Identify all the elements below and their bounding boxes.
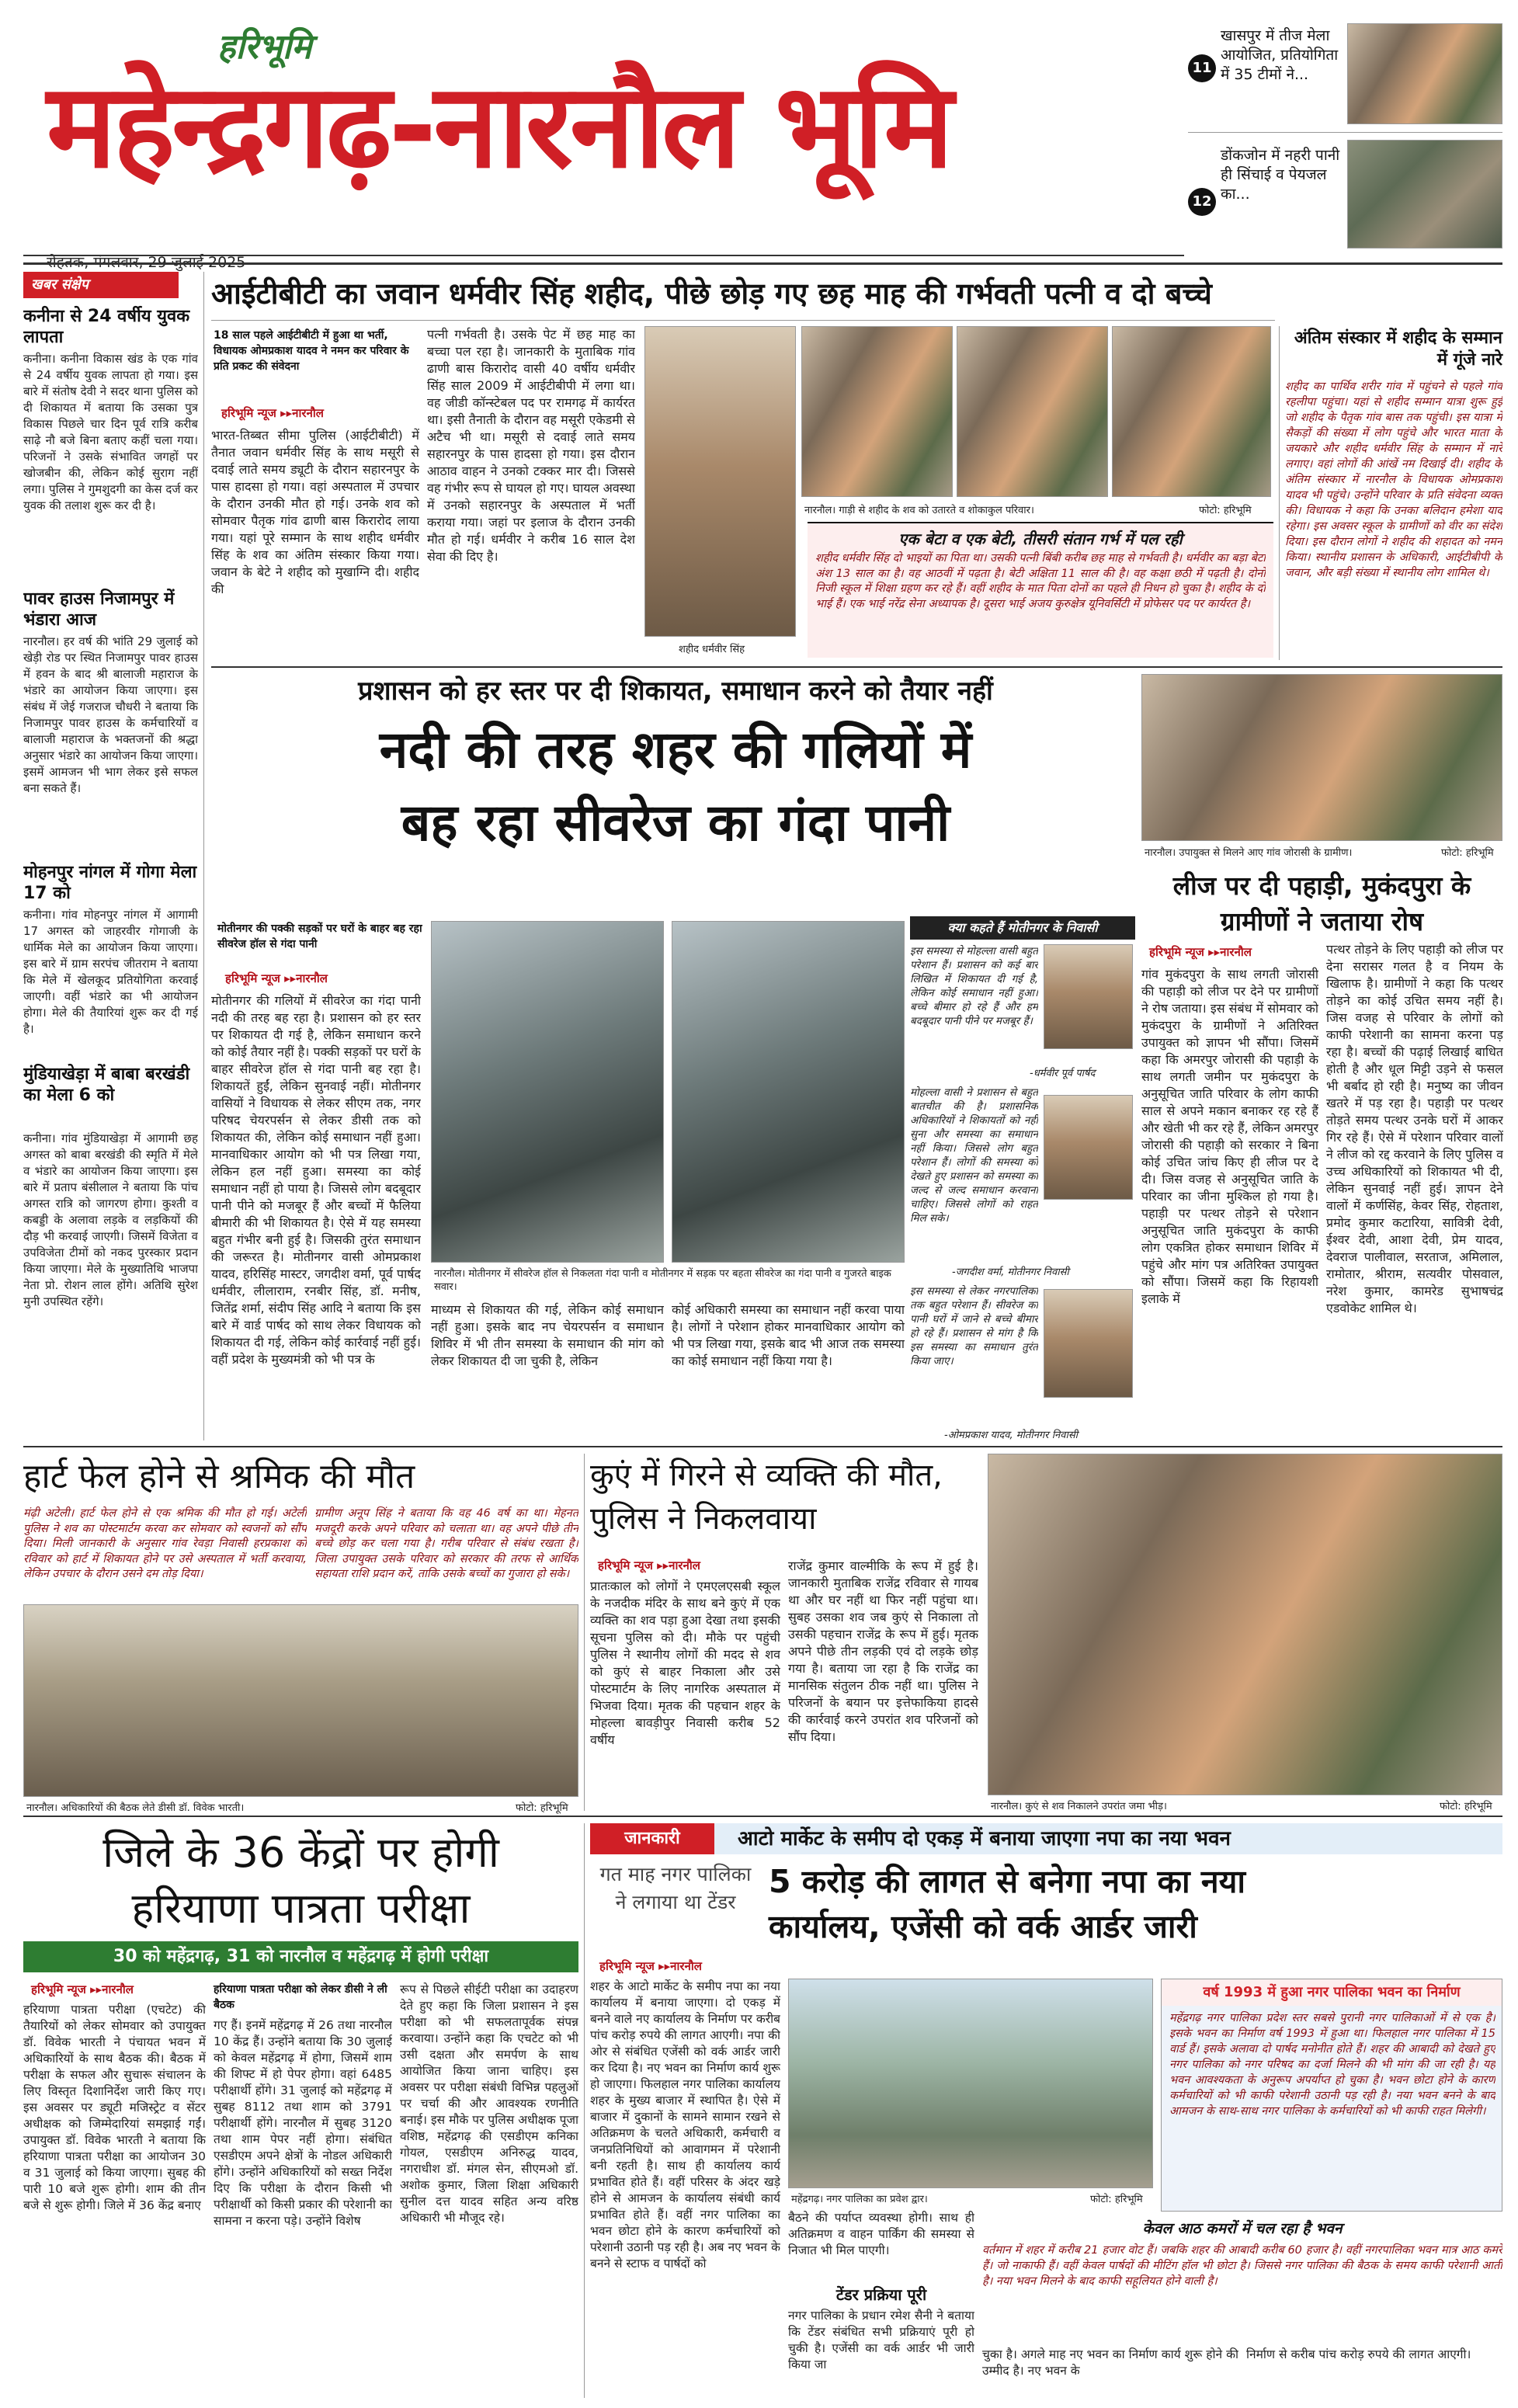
lead-subbox <box>808 522 1273 658</box>
heart-headline: हार्ट फेल होने से श्रमिक की मौत <box>23 1457 415 1496</box>
teaser-box <box>1188 23 1502 252</box>
residents-label: क्या कहते हैं मोतीनगर के निवासी <box>910 916 1135 940</box>
office-box <box>1161 1979 1502 2212</box>
lead-headline: आईटीबीटी का जवान धर्मवीर सिंह शहीद, पीछे छोड़ गए छह माह की गर्भवती पत्नी व दो बच्चे <box>211 276 1212 311</box>
sewage-col2: माध्यम से शिकायत की गई, लेकिन कोई समाधान नहीं हुआ। इसके बाद नप चेयरपर्सन व समाधान शिविर में भी तीन समस्या के समाधान की मांग को लेकर शिकायत दी जा चुकी है, लेकिन <box>431 1302 664 1368</box>
masthead <box>23 22 1188 270</box>
office-topbar <box>590 1823 1502 1854</box>
lead-right-text: शहीद का पार्थिव शरीर गांव में पहुंचने से पहले गांव रहलीपा पहुंचा। यहां से शहीद सम्मान यात्रा शुरू हुई जो शहीद के पैतृक गांव बास तक पहुंची। इस यात्रा में सैकड़ों की संख्या में लोग पहुंचे और भारत माता के जयकारे और शहीद धर्मवीर सिंह के सम्मान में नारे लगाए। वहां लोगों की आंखें नम दिखाई दी। शहीद के अंतिम संस्कार में नारनौल के विधायक ओमप्रकाश यादव भी पहुंचे। उन्होंने परिवार के प्रति संवेदना व्यक्त की। विधायक ने कहा कि उनका बलिदान हमेशा याद रहेगा। इस अवसर स्कूल के ग्रामीणों को वीर का संदेश दिया। इस दौरान लोगों ने शहीद की शहादत को नमन किया। स्थानीय प्रशासन के अधिकारी, आईटीबीपी के जवान, और बड़ी संख्या में स्थानीय लोग शामिल थे। <box>1285 380 1502 579</box>
lease-byline: हरिभूमि न्यूज ▸▸नारनौल <box>1149 945 1252 959</box>
well-headline: कुएं में गिरने से व्यक्ति की मौत, पुलिस ने निकलवाया <box>590 1458 943 1537</box>
lease-photo-caption: नारनौल। उपायुक्त से मिलने आए गांव जोरासी के ग्रामीण। <box>1141 843 1355 860</box>
lease-photo <box>1141 674 1502 841</box>
lead-photo-1 <box>801 326 953 497</box>
residents-box <box>910 916 1135 1444</box>
resident-quote-3: इस समस्या से लेकर नगरपालिका तक बहुत परेशान हैं। सीवरेज का पानी घरों में जाने से बच्चे बीमार हो रहे हैं। प्रशासन से मांग है कि इस समस्या का समाधान तुरंत किया जाए। <box>910 1285 1038 1367</box>
masthead-title: महेन्द्रगढ़-नारनौल भूमि <box>47 59 950 194</box>
sewage-headline-1: नदी की तरह शहर की गलियों में <box>379 720 972 780</box>
lead-sub-headline: एक बेटा व एक बेटी, तीसरी संतान गर्भ में पल रही <box>898 530 1183 548</box>
office-box2-text: वर्तमान में शहर में करीब 21 हजार वोट हैं। जबकि शहर की आबादी करीब 60 हजार है। वहीं नगरपालिका भवन मात्र आठ कमरे हैं। जो नाकाफी हैं। वहीं केवल पार्षदों की मीटिंग हॉल भी छोटा है। जिससे नगर पालिका की बैठक के समय काफी परेशानी आती है। नया भवन मिलने के बाद काफी सहूलियत होने वाली है। <box>982 2244 1502 2288</box>
office-label: जानकारी <box>590 1823 714 1854</box>
exam-headline-2: हरियाणा पात्रता परीक्षा <box>131 1884 471 1933</box>
office-col2: बैठने की पर्याप्त व्यवस्था होगी। साथ ही अतिक्रमण व वाहन पार्किंग की समस्या से निजात भी मिल पाएगी। <box>788 2211 974 2257</box>
office-headline-2: कार्यालय, एजेंसी को वर्क आर्डर जारी <box>769 1908 1197 1945</box>
office-box2 <box>982 2218 1502 2342</box>
brief-text-2: नारनौल। हर वर्ष की भांति 29 जुलाई को खेड़ी रोड पर स्थित निजामपुर पावर हाउस में हवन के बाद श्री बालाजी महाराज के भंडारे का आयोजन किया जाएगा। इस संबंध में जेई गजराज चौधरी ने बताया कि निजामपुर पावर हाउस के कर्मचारियों व बालाजी महाराज के भक्तजनों की श्रद्धा अनुसार भंडारे का आयोजन किया जाएगा। इसमें आमजन भी भाग लेकर इसे सफल बना सकते हैं। <box>23 634 198 795</box>
lead-photo-soldier-caption: शहीद धर्मवीर सिंह <box>676 640 748 657</box>
brief-headline-1: कनीना से 24 वर्षीय युवक लापता <box>23 307 190 347</box>
office-headline-1: 5 करोड़ की लागत से बनेगा नपा का नया <box>769 1863 1246 1900</box>
resident-name-1: -धर्मवीर पूर्व पार्षद <box>1026 1064 1098 1081</box>
office-col3: चुका है। अगले माह नए भवन का निर्माण कार्य शुरू होने की उम्मीद है। नए भवन के <box>982 2347 1238 2378</box>
resident-name-2: -जगदीश वर्मा, मोतीनगर निवासी <box>949 1263 1072 1280</box>
office-box-head: वर्ष 1993 में हुआ नगर पालिका भवन का निर्माण <box>1162 1979 1502 2006</box>
mid-rule-2 <box>23 1816 1502 1817</box>
small-logo: हरिभूमि <box>217 27 312 67</box>
lease-col2: पत्थर तोड़ने के लिए पहाड़ी को लीज पर देना सरासर गलत है व नियम के खिलाफ है। ग्रामीणों ने कहा कि पत्थर तोड़ने का कोई उचित समय नहीं है। जिस वजह से परिवार के लोगों को काफी परेशानी का सामना करना पड़ रहा है। बच्चों की पढ़ाई लिखाई बाधित होती है और धूल मिट्टी उड़ने से फसल भी बर्बाद हो रही है। मनुष्य का जीवन खतरे में पड़ रहा है। पहाड़ी पर पत्थर तोड़ते समय पत्थर उनके घरों में आकर गिर रहे हैं। ऐसे में परेशान परिवार वालों ने लीज को रद्द करवाने के लिए पुलिस व उच्च अधिकारियों को शिकायत भी दी, लेकिन सुनवाई नहीं हुई। ज्ञापन देने वालों में कर्णसिंह, केवर सिंह, रोहताश, प्रमोद कुमार कटारिया, सावित्री देवी, ईश्वर देवी, आशा देवी, प्रेम यादव, देवराज पालीवाल, सरताज, अमिलाल, रामोतार, श्रीराम, सत्यवीर पोसवाल, नरेश कुमार, कामरेड सुभाषचंद्र एडवोकेट शामिल थे। <box>1326 942 1503 1315</box>
resident-photo-2 <box>1044 1095 1133 1200</box>
teaser-text-2[interactable]: डोंकजोन में नहरी पानी ही सिंचाई व पेयजल का... <box>1221 147 1340 203</box>
exam-byline: हरिभूमि न्यूज ▸▸नारनौल <box>31 1982 134 1996</box>
lead-col2: पत्नी गर्भवती है। उसके पेट में छह माह का बच्चा पल रहा है। जानकारी के मुताबिक गांव ढाणी बास किरारोद वासी 40 वर्षीय धर्मवीर सिंह साल 2009 में आईटीबीपी में लगा था। वह जीडी कॉन्स्टेबल पद पर रामगढ़ में कार्यरत था। इसी तैनाती के दौरान वह मसूरी एकेडमी से अटैच भी था। मसूरी से दवाई लाते समय सहारनपुर के पास हादसा हो गया। इस दौरान आठाव वाहन ने उनको टक्कर मार दी। जिससे वह गंभीर रूप से घायल हो गए। घायल अवस्था में उनको सहारनपुर के अस्पताल में भर्ती कराया गया। जहां पर इलाज के दौरान उनकी मौत हो गई। धर्मवीर ने करीब 16 साल देश सेवा की दिए है। <box>427 327 635 564</box>
office-box-text: महेंद्रगढ़ नगर पालिका प्रदेश स्तर सबसे पुरानी नगर पालिकाओं में से एक है। इसके भवन का निर्माण वर्ष 1993 में हुआ था। फिलहाल नगर पालिका में 15 वार्ड हैं। इसके अलावा दो पार्षद मनोनीत होते हैं। शहर की आबादी को देखते हुए नगर पालिका को नगर परिषद का दर्जा मिलने की भी मांग की जा रही है। यह भवन आवश्यकता के अनुरूप अपर्याप्त हो चुका है। भवन छोटा होने के कारण कर्मचारियों को भी काफी परेशानी उठानी पड़ रही है। नया भवन बनने के बाद आमजन के साथ-साथ नगर पालिका के कर्मचारियों को भी काफी राहत मिलेगी। <box>1169 2012 1495 2118</box>
office-photo-credit: फोटो: हरिभूमि <box>1087 2190 1146 2207</box>
lease-headline: लीज पर दी पहाड़ी, मुकंदपुरा के ग्रामीणों ने जताया रोष <box>1172 870 1471 936</box>
well-col1: प्रातःकाल को लोगों ने एमएलएसबी स्कूल के नजदीक मंदिर के साथ बने कुएं में एक व्यक्ति का शव पड़ा हुआ देखा तथा इसकी सूचना पुलिस को दी। मौके पर पहुंची पुलिस ने स्थानीय लोगों की मदद से शव को कुएं से बाहर निकाला और उसे पोस्टमार्टम के लिए नागरिक अस्पताल में भिजवा दिया। मृतक की पहचान शहर के मोहल्ला बावड़ीपुर निवासी करीब 52 वर्षीय <box>590 1579 780 1747</box>
office-pull: गत माह नगर पालिका ने लगाया था टेंडर <box>599 1863 752 1913</box>
exam-strap: 30 को महेंद्रगढ़, 31 को नारनौल व महेंद्रगढ़ में होगी परीक्षा <box>23 1941 578 1972</box>
exam-col3: रूप से पिछले सीईटी परीक्षा का उदाहरण देते हुए कहा कि जिला प्रशासन ने इस परीक्षा को भी सफलतापूर्वक संपन्न करवाया। उन्होंने कहा कि एचटेट को भी उसी दक्षता और समर्पण के साथ आयोजित किया जाना चाहिए। इस अवसर पर परीक्षा संबंधी विभिन्न पहलुओं पर चर्चा की और आवश्यक रणनीति बनाई। इस मौके पर पुलिस अधीक्षक पूजा वशिष्ठ, महेंद्रगढ़ की एसडीएम कनिका गोयल, एसडीएम अनिरुद्ध यादव, नगराधीश डॉ. मंगल सेन, सीएमओ डॉ. अशोक कुमार, जिला शिक्षा अधिकारी सुनील दत्त यादव सहित अन्य वरिष्ठ अधिकारी भी मौजूद रहे। <box>400 1982 578 2225</box>
sewage-photo-caption: नारनौल। मोतीनगर में सीवरेज हॉल से निकलता गंदा पानी व मोतीनगर में सड़क पर बहता सीवरेज का गंदा पानी व गुजरते बाइक सवार। <box>431 1266 905 1297</box>
resident-photo-1 <box>1044 944 1133 1049</box>
heart-photo <box>23 1604 578 1797</box>
mid-rule-1 <box>23 1446 1502 1447</box>
lead-sub-text: शहीद धर्मवीर सिंह दो भाइयों का पिता था। उसकी पत्नी बिंबी करीब छह माह से गर्भवती है। धर्मवीर का बड़ा बेटा अंश 13 साल का है। वह आठवीं में पढ़ता है। बेटी अक्षिता 11 साल की है। वह कक्षा छठी में पढ़ती है। दोनों निजी स्कूल में शिक्षा ग्रहण कर रहे हैं। वहीं शहीद के मात पिता दोनों का पहले ही निधन हो चुका है। शहीद के दो भाई हैं। एक भाई नरेंद्र सेना अध्यापक है। दूसरा भाई अजय कुरुक्षेत्र यूनिवर्सिटी में प्रोफेसर पद पर कार्यरत है। <box>815 552 1266 610</box>
lease-col1: गांव मुकंदपुरा के साथ लगती जोरासी की पहाड़ी को लीज पर देने पर ग्रामीणों ने रोष जताया। इस संबंध में सोमवार को मुकंदपुरा के ग्रामीणों ने अतिरिक्त उपायुक्त को ज्ञापन भी सौंपा। जिसमें कहा कि अमरपुर जोरासी की पहाड़ी के साथ लगती जमीन पर मुकंदपुरा के अनुसूचित जाति परिवार के लोग काफी साल से अपने मकान बनाकर रह रहे हैं और खेती भी कर रहे हैं, लेकिन अमरपुर जोरासी की पहाड़ी को सरकार ने बिना कोई उचित जांच किए ही लीज पर दे दी। जिस वजह से अनुसूचित जाति के परिवार का जीना मुश्किल हो गया है। पहाड़ी पर पत्थर तोड़ने से परेशान अनुसूचित जाति मुकंदपुरा के काफी लोग एकत्रित होकर समाधान शिविर में पहुंचे और मांग पत्र अतिरिक्त उपायुक्त को सौंपा। जिसमें कहा कि रिहायशी इलाके में <box>1141 967 1318 1306</box>
teaser-text-1[interactable]: खासपुर में तीज मेला आयोजित, प्रतियोगिता में 35 टीमों ने... <box>1221 27 1339 83</box>
masthead-rule <box>23 255 1184 256</box>
teaser-page-1[interactable]: 11 <box>1188 54 1216 82</box>
resident-photo-3 <box>1044 1289 1133 1398</box>
sewage-col1: मोतीनगर की गलियों में सीवरेज का गंदा पानी नदी की तरह बह रहा है। प्रशासन को हर स्तर पर शिकायत दी गई है, लेकिन समाधान करने को कोई तैयार नहीं है। पक्की सड़कों पर घरों के बाहर सीवरेज हॉल से गंदा पानी बह रहा है। शिकायतें हुईं, लेकिन सुनवाई नहीं। मोतीनगर वासियों ने विधायक से लेकर सीएम तक, नगर परिषद चेयरपर्सन से लेकर डीसी तक को शिकायत की, लेकिन कोई समाधान नहीं हुआ। मानवाधिकार आयोग को भी पत्र लिखा गया, लेकिन हल नहीं हुआ। समस्या का कोई समाधान नहीं हो पाया है। जिससे लोग बदबूदार पानी पीने को मजबूर हैं और बच्चों में फैलिया बीमारी की भी शिकायत है। ऐसे में यह समस्या बहुत गंभीर बनी हुई है। जिसकी तुरंत समाधान की जरूरत है। मोतीनगर वासी ओमप्रकाश यादव, हरिसिंह मास्टर, जगदीश वर्मा, पूर्व पार्षद धर्मवीर, लीलाराम, रनबीर सिंह, डॉ. मनीष, जितेंद्र शर्मा, संदीप सिंह आदि ने बताया कि इस बारे में वार्ड पार्षद को साथ लेकर विधायक को शिकायत दी गई, लेकिन कोई कार्रवाई नहीं हुई। वहीं प्रदेश के मुख्यमंत्री को भी पत्र के <box>211 993 421 1367</box>
top-rule <box>23 262 1502 265</box>
sewage-kicker: प्रशासन को हर स्तर पर दी शिकायत, समाधान करने को तैयार नहीं <box>358 676 993 707</box>
teaser-page-2[interactable]: 12 <box>1188 188 1216 216</box>
office-byline: हरिभूमि न्यूज ▸▸नारनौल <box>599 1959 702 1973</box>
lead-photo-3 <box>1112 326 1271 497</box>
lease-photo-credit: फोटो: हरिभूमि <box>1438 843 1497 860</box>
sewage-col3: कोई अधिकारी समस्या का समाधान नहीं करवा पाया है। लोगों ने परेशान होकर मानवाधिकार आयोग को भी पत्र लिखा गया, इसके बाद भी आज तक समस्या का कोई समाधान नहीं किया गया है। <box>672 1302 905 1368</box>
lead-right-headline: अंतिम संस्कार में शहीद के सम्मान में गूंजे नारे <box>1294 328 1502 370</box>
lead-photo-2 <box>957 326 1108 497</box>
lead-col1: भारत-तिब्बत सीमा पुलिस (आईटीबीटी) में तैनात जवान धर्मवीर सिंह के साथ मसूरी से दवाई लाते समय ड्यूटी के दौरान सहारनपुर के पास हादसा हो गया। वहां अस्पताल में उपचार के दौरान उनकी मौत हो गई। उनके शव को सोमवार पैतृक गांव ढाणी बास किरारोद लाया गया। यहां पूरे सम्मान के साथ शहीद धर्मवीर सिंह के शव का अंतिम संस्कार किया गया। जवान के बेटे ने शहीद को मुखाग्नि दी। शहीद की <box>211 428 419 596</box>
sewage-byline: हरिभूमि न्यूज ▸▸नारनौल <box>225 971 328 985</box>
sidebar <box>23 272 198 1440</box>
lead-photo-caption: नारनौल। गाड़ी से शहीद के शव को उतारते व शोकाकुल परिवार। <box>801 501 1037 518</box>
lead-photo-soldier <box>644 326 796 637</box>
brief-text-1: कनीना। कनीना विकास खंड के एक गांव से 24 वर्षीय युवक लापता हो गया। इस बारे में संतोष देवी ने सदर थाना पुलिस को दी शिकायत में बताया कि उसका पुत्र विकास पिछले चार दिन पूर्व रात्रि करीब साढ़े नौ बजे बिना बताए कहीं चला गया। परिजनों ने उसके संभावित जगहों पर खोजबीन की, लेकिन कोई सुराग नहीं लगा। पुलिस ने गुमशुदगी का केस दर्ज कर युवक की तलाश शुरू कर दी है। <box>23 352 198 513</box>
well-col2: राजेंद्र कुमार वाल्मीकि के रूप में हुई है। जानकारी मुताबिक राजेंद्र रविवार से गायब था और घर नहीं था फिर नहीं पहुंचा था। सुबह उसका शव जब कुएं से निकाला तो उसकी पहचान राजेंद्र के रूप में हुई। मृतक अपने पीछे तीन लड़की एवं दो लड़के छोड़ गया है। बताया जा रहा है कि राजेंद्र का मानसिक संतुलन ठीक नहीं था। पुलिस ने परिजनों के बयान पर इत्तेफाकिया हादसे की कार्रवाई करने उपरांत शव परिजनों को सौंप दिया। <box>788 1558 978 1744</box>
sewage-photo-1 <box>431 921 664 1263</box>
resident-name-3: -ओमप्रकाश यादव, मोतीनगर निवासी <box>941 1426 1081 1443</box>
brief-text-4: कनीना। गांव मुंडियाखेड़ा में आगामी छह अगस्त को बाबा बरखंडी की स्मृति में मेले व भंडारे का आयोजन किया जाएगा। इस बारे में प्रताप बंसीलाल ने बताया कि पांच अगस्त रात्रि को जागरण होगा। कुश्ती व कबड्डी के अलावा लड़के व लड़कियों की दौड़ भी करवाई जाएगी। जिसमें विजेता व उपविजेता टीमों को नकद पुरस्कार प्रदान किया जाएगा। मेले के मुख्यातिथि भाजपा नेता प्रो. रोशन लाल होंगे। अतिथि सुरेश मुनी उपस्थित रहेंगे। <box>23 1131 198 1308</box>
heart-photo-caption: नारनौल। अधिकारियों की बैठक लेते डीसी डॉ. विवेक भारती। <box>23 1798 247 1816</box>
brief-text-3: कनीना। गांव मोहनपुर नांगल में आगामी 17 अगस्त को जाहरवीर गोगाजी के धार्मिक मेले का आयोजन किया जाएगा। इस बारे में ग्राम सरपंच जीतराम ने बताया कि मेले में खेलकूद प्रतियोगिता करवाई जाएगी। वहीं भंडारे का भी आयोजन होगा। मेले की तैयारियां शुरू कर दी गई है। <box>23 908 198 1036</box>
heart-intro-1: मंढ़ी अटेली। हार्ट फेल होने से एक श्रमिक की मौत हो गई। अटेली पुलिस ने शव का पोस्टमार्टम करवा कर सोमवार को स्वजनों को सौंप दिया। मिली जानकारी के अनुसार गांव रेवड़ा निवासी हरप्रकाश को रविवार को हार्ट में शिकायत होने पर उसे अस्पताल में भर्ती करवाया, लेकिन उपचार के दौरान उसने दम तोड़ दिया। <box>23 1507 307 1580</box>
exam-col2: गए हैं। इनमें महेंद्रगढ़ में 26 तथा नारनौल 10 केंद्र हैं। उन्होंने बताया कि 30 जुलाई को केवल महेंद्रगढ़ में होगा, जिसमें शाम की शिफ्ट में हो पेपर होगा। वहां 6485 परीक्षार्थी होंगे। 31 जुलाई को महेंद्रगढ़ में सुबह 8112 तथा शाम को 3791 परीक्षार्थी होंगे। नारनौल में सुबह 3120 तथा शाम पेपर नहीं होगा। संबंधित एसडीएम अपने क्षेत्रों के नोडल अधिकारी होंगे। उन्होंने अधिकारियों को सख्त निर्देश दिए कि परीक्षा के दौरान किसी भी परीक्षार्थी को किसी प्रकार की परेशानी का सामना न करना पड़े। उन्होंने विशेष <box>214 2018 392 2228</box>
heart-intro-2: ग्रामीण अनूप सिंह ने बताया कि वह 46 वर्ष का था। मेहनत मजदूरी करके अपने परिवार को चलाता था। वह अपने पीछे तीन बच्चे छोड़ कर चला गया है। गरीब परिवार से संबंध रखता है। जिला उपायुक्त उसके परिवार को सरकार की तरफ से आर्थिक सहायता राशि प्रदान करें, ताकि उसके बच्चों का गुजारा हो सके। <box>314 1507 578 1580</box>
teaser-divider <box>1188 132 1502 133</box>
lead-right-rule <box>1279 326 1280 660</box>
lead-photo-credit: फोटो: हरिभूमि <box>1196 501 1255 518</box>
lead-bullets: 18 साल पहले आईटीबीटी में हुआ था भर्ती, विधायक ओमप्रकाश यादव ने नमन कर परिवार के प्रति प्रकट की संवेदना <box>214 329 409 373</box>
lead-bottom-rule <box>211 666 1502 668</box>
office-col2b: नगर पालिका के प्रधान रमेश सैनी ने बताया कि टेंडर संबंधित सभी प्रक्रियाएं पूरी हो चुकी है। एजेंसी का वर्क आर्डर भी जारी किया जा <box>788 2309 974 2372</box>
office-topline: आटो मार्केट के समीप दो एकड़ में बनाया जाएगा नपा का नया भवन <box>738 1827 1231 1850</box>
heart-photo-credit: फोटो: हरिभूमि <box>512 1798 571 1816</box>
brief-headline-3: मोहनपुर नांगल में गोगा मेला 17 को <box>23 863 197 903</box>
office-sub-head: टेंडर प्रक्रिया पूरी <box>835 2285 927 2304</box>
exam-col1: हरियाणा पात्रता परीक्षा (एचटेट) की तैयारियों को लेकर सोमवार को उपायुक्त डॉ. विवेक भारती ने पंचायत भवन में अधिकारियों के साथ बैठक की। बैठक में परीक्षा के सफल और सुचारू संचालन के लिए विस्तृत दिशानिर्देश जारी किए गए। इस अवसर पर ड्यूटी मजिस्ट्रेट व सेंटर अधीक्षक को जिम्मेदारियां समझाई गईं। उपायुक्त डॉ. विवेक भारती ने बताया कि हरियाणा पात्रता परीक्षा का आयोजन 30 व 31 जुलाई को किया जाएगा। सुबह की पारी 10 बजे शुरू होगी। शाम की तीन बजे से शुरू होगी। जिले में 36 केंद्र बनाए <box>23 2003 206 2212</box>
resident-quote-2: मोहल्ला वासी ने प्रशासन से बहुत बातचीत की है। प्रशासनिक अधिकारियों ने शिकायतों को नहीं सुना और समस्या का समाधान नहीं किया। जिससे लोग बहुत परेशान हैं। लोगों की समस्या को देखते हुए प्रशासन को समस्या का जल्द से जल्द समाधान करवाना चाहिए। जिससे लोगों को राहत मिल सके। <box>910 1086 1038 1225</box>
office-photo <box>788 1979 1153 2188</box>
teaser-photo-2 <box>1347 140 1502 248</box>
well-photo <box>988 1454 1502 1795</box>
office-photo-caption: महेंद्रगढ़। नगर पालिका का प्रवेश द्वार। <box>788 2190 931 2207</box>
well-rule-left <box>584 1454 585 1811</box>
well-byline: हरिभूमि न्यूज ▸▸नारनौल <box>598 1558 700 1572</box>
office-rule-left <box>584 1823 585 2398</box>
resident-quote-1: इस समस्या से मोहल्ला वासी बहुत परेशान हैं। प्रशासन को कई बार लिखित में शिकायत दी गई है, लेकिन कोई समाधान नहीं हुआ। बच्चे बीमार हो रहे हैं और हम बदबूदार पानी पीने पर मजबूर हैं। <box>910 945 1038 1027</box>
office-col4: निर्माण से करीब पांच करोड़ रुपये की लागत आएगी। <box>1246 2347 1471 2361</box>
lead-headline-rule <box>211 320 1275 321</box>
office-col1: शहर के आटो मार्केट के समीप नपा का नया कार्यालय में बनाया जाएगा। दो एकड़ में बनने वाले नए कार्यालय के निर्माण पर करीब पांच करोड़ रुपये की लागत आएगी। नपा की ओर से संबंधित एजेंसी को वर्क आर्डर जारी कर दिया है। नए भवन का निर्माण कार्य शुरू हो जाएगा। फिलहाल नगर पालिका कार्यालय शहर के मुख्य बाजार में स्थापित है। ऐसे में बाजार में दुकानों के सामने सामान रखने से अतिक्रमण के चलते अधिकारी, कर्मचारी व जनप्रतिनिधियों को आवागमन में परेशानी बनी रहती है। साथ ही कार्यालय कार्य प्रभावित होते हैं। वहीं परिसर के अंदर खड़े होने से आमजन के कार्यालय संबंधी कार्य प्रभावित होते हैं। वहीं नगर पालिका का भवन छोटा होने के कारण कर्मचारियों को परेशानी उठानी पड़ रही है। अब नए भवन के बनने से स्टाफ व पार्षदों को <box>590 1979 780 2271</box>
brief-headline-4: मुंडियाखेड़ा में बाबा बरखंडी का मेला 6 को <box>23 1065 190 1105</box>
brief-headline-2: पावर हाउस निजामपुर में भंडारा आज <box>23 589 175 630</box>
sidebar-label <box>23 272 179 298</box>
sewage-bullets: मोतीनगर की पक्की सड़कों पर घरों के बाहर बह रहा सीवरेज हॉल से गंदा पानी <box>217 923 422 950</box>
sewage-photo-2 <box>672 921 905 1263</box>
lead-byline: हरिभूमि न्यूज ▸▸नारनौल <box>221 406 324 420</box>
office-box2-head: केवल आठ कमरों में चल रहा है भवन <box>1142 2220 1343 2237</box>
exam-bullets: हरियाणा पात्रता परीक्षा को लेकर डीसी ने ली बैठक <box>214 1983 387 2011</box>
well-photo-credit: फोटो: हरिभूमि <box>1436 1797 1495 1814</box>
well-photo-caption: नारनौल। कुएं से शव निकालने उपरांत जमा भीड़। <box>988 1797 1170 1814</box>
teaser-photo-1 <box>1347 23 1502 124</box>
exam-headline-1: जिले के 36 केंद्रों पर होगी <box>102 1828 499 1877</box>
sidebar-label-text: खबर संक्षेप <box>31 276 89 293</box>
sewage-headline-2: बह रहा सीवरेज का गंदा पानी <box>401 793 950 853</box>
sidebar-rule <box>203 272 204 1440</box>
